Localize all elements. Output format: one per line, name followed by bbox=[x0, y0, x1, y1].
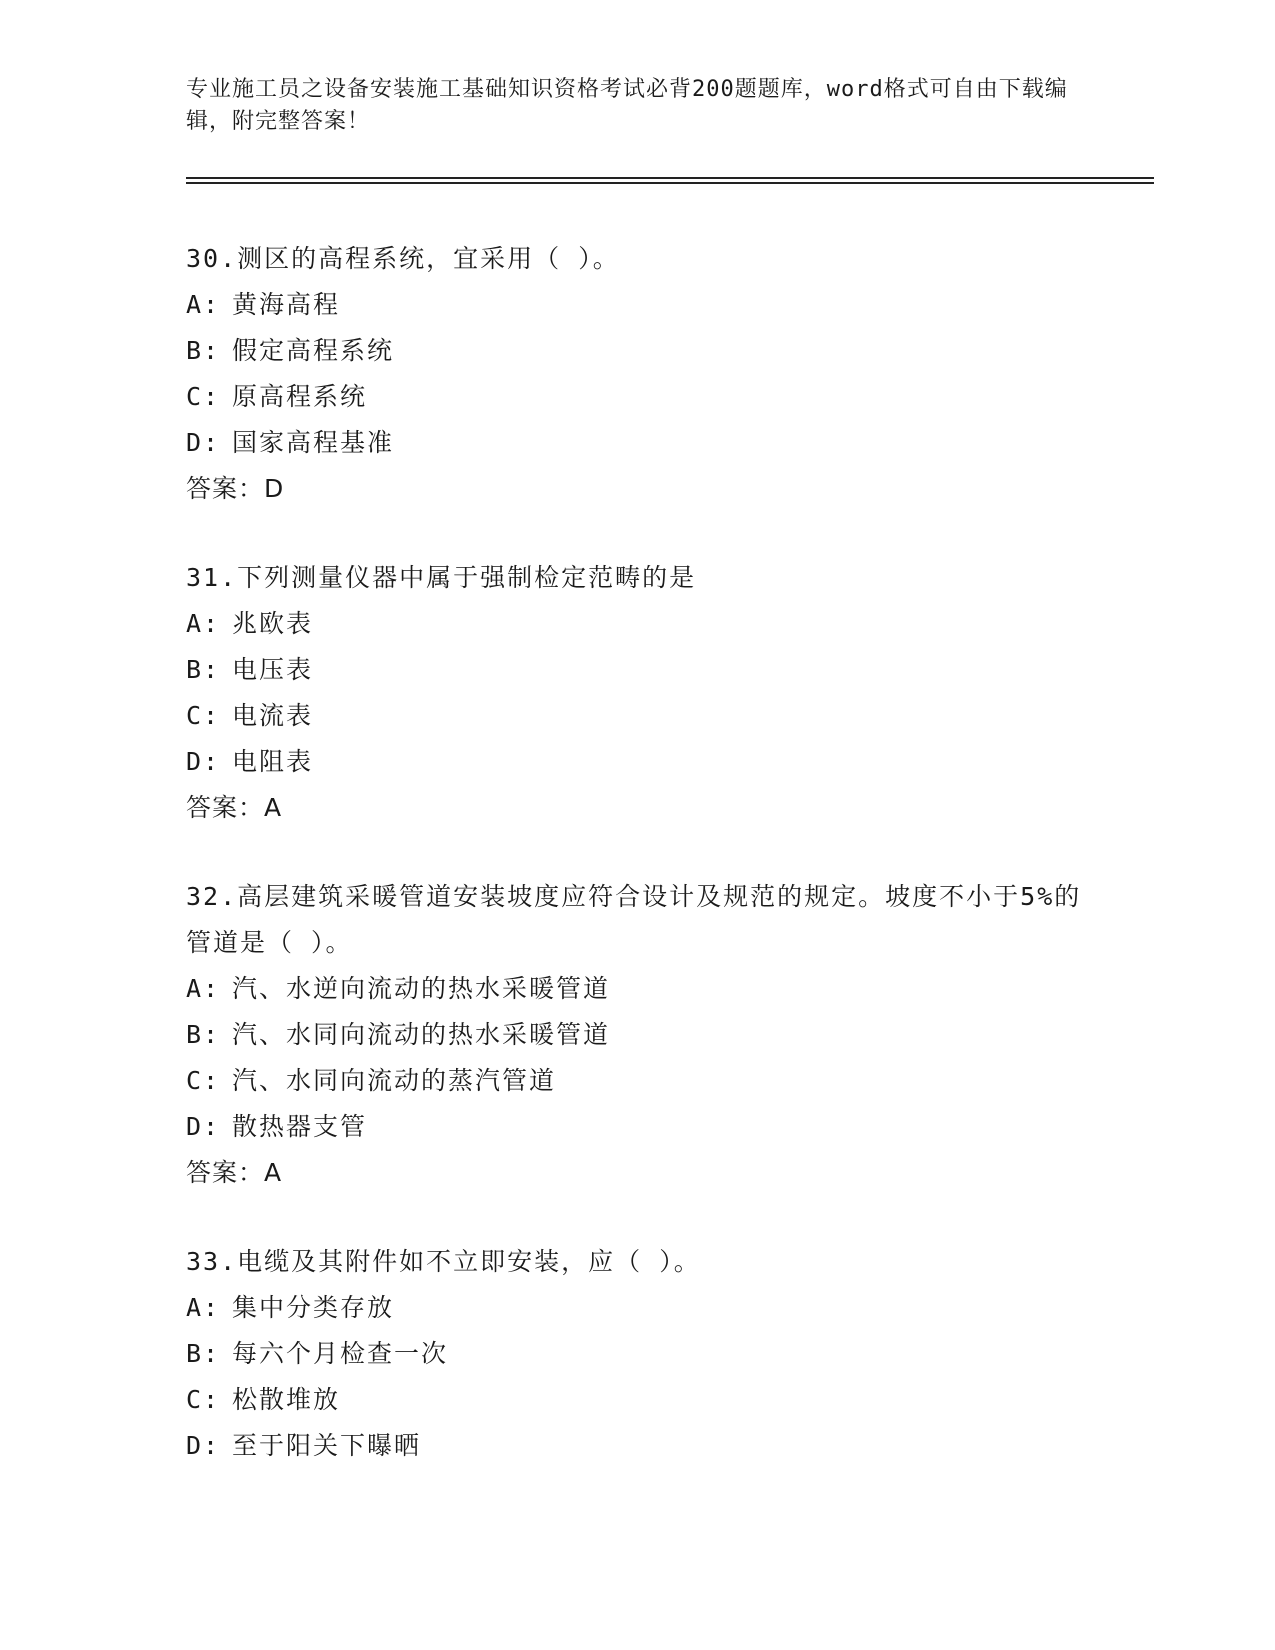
option-d bbox=[186, 739, 1086, 785]
option-text: 散热器支管 bbox=[232, 1112, 368, 1141]
option-letter: C: bbox=[186, 382, 221, 411]
option-text: 原高程系统 bbox=[232, 382, 368, 411]
question-number: 32. bbox=[186, 882, 238, 911]
option-letter: C: bbox=[186, 701, 221, 730]
option-b bbox=[186, 647, 1086, 693]
option-text: 国家高程基准 bbox=[232, 428, 395, 457]
option-d bbox=[186, 420, 1086, 466]
question-number: 31. bbox=[186, 563, 238, 592]
option-letter: A: bbox=[186, 974, 221, 1003]
question-30 bbox=[186, 236, 1086, 512]
option-text: 汽、水同向流动的热水采暖管道 bbox=[232, 1020, 611, 1049]
question-list bbox=[186, 236, 1086, 1512]
option-text: 兆欧表 bbox=[232, 609, 314, 638]
question-number: 30. bbox=[186, 244, 238, 273]
question-text: 电缆及其附件如不立即安装，应（ ）。 bbox=[237, 1247, 701, 1276]
question-31 bbox=[186, 555, 1086, 831]
option-b bbox=[186, 1012, 1086, 1058]
option-c bbox=[186, 1058, 1086, 1104]
option-letter: D: bbox=[186, 428, 221, 457]
question-text: 测区的高程系统，宜采用（ ）。 bbox=[237, 244, 620, 273]
option-letter: A: bbox=[186, 290, 221, 319]
option-d bbox=[186, 1423, 1086, 1469]
header-title: 专业施工员之设备安装施工基础知识资格考试必背200题题库，word格式可自由下载编辑，附完整答案！ bbox=[186, 77, 1068, 134]
question-stem bbox=[186, 874, 1086, 966]
question-32 bbox=[186, 874, 1086, 1196]
option-a bbox=[186, 966, 1086, 1012]
answer-line bbox=[186, 1150, 1086, 1196]
option-letter: B: bbox=[186, 655, 221, 684]
answer-value: A bbox=[264, 1158, 283, 1187]
answer-value: A bbox=[264, 793, 283, 822]
option-text: 电阻表 bbox=[232, 747, 314, 776]
answer-label: 答案： bbox=[186, 1158, 265, 1187]
option-letter: A: bbox=[186, 609, 221, 638]
option-text: 松散堆放 bbox=[232, 1385, 341, 1414]
option-text: 至于阳关下曝晒 bbox=[232, 1431, 422, 1460]
question-33 bbox=[186, 1239, 1086, 1469]
question-text: 下列测量仪器中属于强制检定范畴的是 bbox=[237, 563, 697, 592]
question-text: 高层建筑采暖管道安装坡度应符合设计及规范的规定。坡度不小于5%的管道是（ ）。 bbox=[186, 882, 1082, 957]
option-text: 汽、水逆向流动的热水采暖管道 bbox=[232, 974, 611, 1003]
option-text: 每六个月检查一次 bbox=[232, 1339, 449, 1368]
document-header bbox=[186, 74, 1086, 138]
question-stem bbox=[186, 236, 1086, 282]
option-a bbox=[186, 282, 1086, 328]
header-divider-top bbox=[186, 177, 1154, 179]
option-c bbox=[186, 693, 1086, 739]
option-b bbox=[186, 1331, 1086, 1377]
question-stem bbox=[186, 555, 1086, 601]
option-a bbox=[186, 601, 1086, 647]
option-letter: C: bbox=[186, 1066, 221, 1095]
option-letter: B: bbox=[186, 1020, 221, 1049]
option-text: 电流表 bbox=[232, 701, 314, 730]
option-text: 汽、水同向流动的蒸汽管道 bbox=[232, 1066, 557, 1095]
option-c bbox=[186, 1377, 1086, 1423]
question-number: 33. bbox=[186, 1247, 238, 1276]
answer-line bbox=[186, 466, 1086, 512]
option-text: 电压表 bbox=[232, 655, 314, 684]
option-text: 假定高程系统 bbox=[232, 336, 395, 365]
option-letter: D: bbox=[186, 747, 221, 776]
option-letter: B: bbox=[186, 336, 221, 365]
option-d bbox=[186, 1104, 1086, 1150]
answer-label: 答案： bbox=[186, 793, 265, 822]
option-letter: D: bbox=[186, 1431, 221, 1460]
option-letter: B: bbox=[186, 1339, 221, 1368]
option-a bbox=[186, 1285, 1086, 1331]
option-letter: A: bbox=[186, 1293, 221, 1322]
answer-label: 答案： bbox=[186, 474, 265, 503]
option-text: 黄海高程 bbox=[232, 290, 341, 319]
answer-line bbox=[186, 785, 1086, 831]
question-stem bbox=[186, 1239, 1086, 1285]
answer-value: D bbox=[264, 474, 285, 503]
option-letter: D: bbox=[186, 1112, 221, 1141]
option-letter: C: bbox=[186, 1385, 221, 1414]
option-text: 集中分类存放 bbox=[232, 1293, 395, 1322]
option-c bbox=[186, 374, 1086, 420]
header-divider-bottom bbox=[186, 182, 1154, 184]
option-b bbox=[186, 328, 1086, 374]
